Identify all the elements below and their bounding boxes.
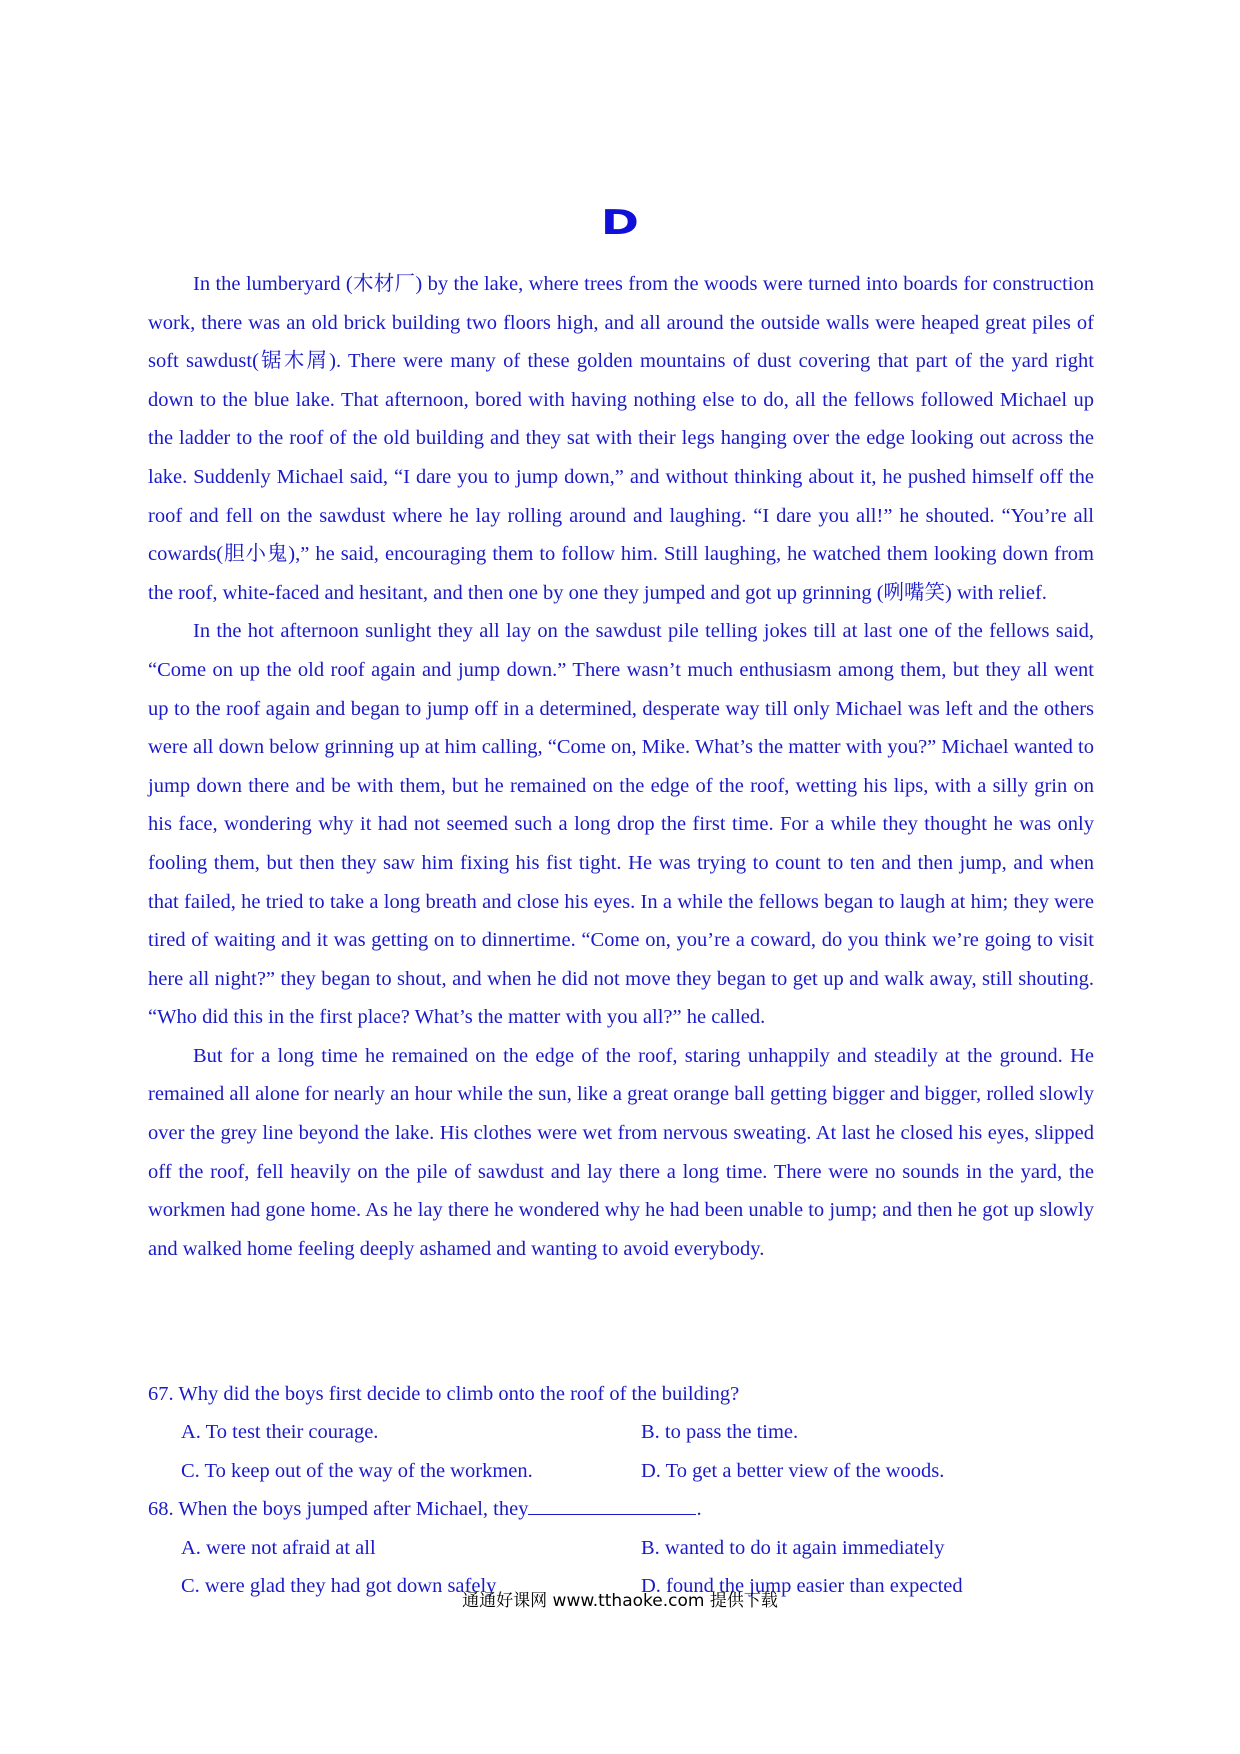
option-c: C. To keep out of the way of the workmen. bbox=[181, 1459, 533, 1482]
question-text: 67. Why did the boys first decide to climb onto the roof of the building? bbox=[148, 1383, 740, 1405]
option-a: A. were not afraid at all bbox=[181, 1536, 376, 1559]
question-stem bbox=[148, 1490, 1094, 1528]
question-67 bbox=[148, 1375, 1094, 1490]
question-stem bbox=[148, 1375, 1094, 1413]
passage-paragraph: In the hot afternoon sunlight they all lay on the sawdust pile telling jokes till at last one of the fellows said, “Come on up the old roof again and jump down.” There wasn’t much enthusiasm among them, but they all went up to the roof again and began to jump off in a determined, desperate way till only Michael was left and the others were all down below grinning up at him calling, “Come on, Mike. What’s the matter with you?” Michael wanted to jump down there and be with them, but he remained on the edge of the roof, wetting his lips, with a silly grin on his face, wondering why it had not seemed such a long drop the first time. For a while they thought he was only fooling them, but then they saw him fixing his fist tight. He was trying to count to ten and then jump, and when that failed, he tried to take a long breath and close his eyes. In a while the fellows began to laugh at him; they were tired of waiting and it was getting on to dinnertime. “Come on, you’re a coward, do you think we’re going to visit here all night?” they began to shout, and when he did not move they began to get up and walk away, still shouting. “Who did this in the first place? What’s the matter with you all?” he called. bbox=[148, 620, 1094, 1029]
passage-paragraph: In the lumberyard (木材厂) by the lake, where trees from the woods were turned into boards for construction work, there was an old brick building two floors high, and all around the outside walls were heaped great piles of soft sawdust(锯木屑). There were many of these golden mountains of dust covering that part of the yard right down to the blue lake. That afternoon, bored with having nothing else to do, all the fellows followed Michael up the ladder to the roof of the old building and they sat with their legs hanging over the edge looking out across the lake. Suddenly Michael said, “I dare you to jump down,” and without thinking about it, he pushed himself off the roof and fell on the sawdust where he lay rolling around and laughing. “I dare you all!” he shouted. “You’re all cowards(胆小鬼),” he said, encouraging them to follow him. Still laughing, he watched them looking down from the roof, white-faced and hesitant, and then one by one they jumped and got up grinning (咧嘴笑) with relief. bbox=[148, 273, 1094, 604]
answer-blank bbox=[528, 1494, 696, 1515]
question-list bbox=[148, 1375, 1094, 1605]
answer-options bbox=[148, 1413, 1094, 1490]
option-d: D. found the jump easier than expected bbox=[641, 1575, 963, 1598]
option-b: B. wanted to do it again immediately bbox=[641, 1536, 945, 1559]
reading-passage bbox=[148, 265, 1094, 1268]
option-a: A. To test their courage. bbox=[181, 1421, 379, 1444]
option-b: B. to pass the time. bbox=[641, 1421, 799, 1444]
option-d: D. To get a better view of the woods. bbox=[641, 1459, 945, 1482]
page-footer: 通通好课网 www.tthaoke.com 提供下载 bbox=[462, 1591, 778, 1611]
question-suffix: . bbox=[696, 1498, 702, 1521]
question-text: 68. When the boys jumped after Michael, they bbox=[148, 1498, 529, 1521]
passage-paragraph: But for a long time he remained on the edge of the roof, staring unhappily and steadily at the ground. He remained all alone for nearly an hour while the sun, like a great orange ball getting bigger and bigger, rolled slowly over the grey line beyond the lake. His clothes were wet from nervous sweating. At last he closed his eyes, slipped off the roof, fell heavily on the pile of sawdust and lay there a long time. There were no sounds in the yard, the workmen had gone home. As he lay there he wondered why he had been unable to jump; and then he got up slowly and walked home feeling deeply ashamed and wanting to avoid everybody. bbox=[148, 1044, 1094, 1260]
section-title: D bbox=[600, 203, 640, 243]
option-c: C. were glad they had got down safely bbox=[181, 1575, 497, 1598]
